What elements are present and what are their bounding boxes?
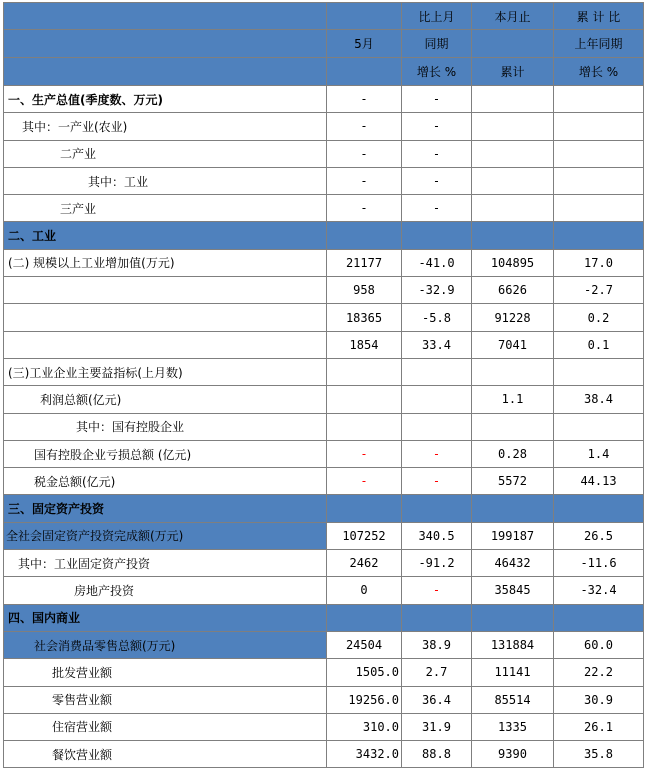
table-row xyxy=(4,113,644,140)
table-row xyxy=(4,713,644,740)
value-cell: 1.1 xyxy=(472,386,554,413)
row-label: 批发营业额 xyxy=(4,659,327,686)
value-cell: - xyxy=(327,113,402,140)
value-cell: - xyxy=(327,167,402,194)
header-cell xyxy=(4,58,327,86)
row-label: 三、固定资产投资 xyxy=(4,495,327,522)
statistics-table xyxy=(3,2,644,768)
table-row xyxy=(4,277,644,304)
table-row xyxy=(4,741,644,768)
header-cell: 累计 xyxy=(472,58,554,86)
row-label: 餐饮营业额 xyxy=(4,741,327,768)
value-cell xyxy=(554,413,644,440)
header-row-1 xyxy=(4,3,644,30)
value-cell: -11.6 xyxy=(554,550,644,577)
row-label: 税金总额(亿元) xyxy=(4,468,327,495)
value-cell xyxy=(402,495,472,522)
value-cell xyxy=(402,604,472,631)
header-row-3 xyxy=(4,58,644,86)
header-cell xyxy=(4,30,327,58)
value-cell: 1854 xyxy=(327,331,402,358)
header-cell xyxy=(472,30,554,58)
table-row xyxy=(4,440,644,467)
table-row xyxy=(4,304,644,331)
value-cell: 199187 xyxy=(472,522,554,549)
row-label: 其中：工业固定资产投资 xyxy=(4,550,327,577)
value-cell: 30.9 xyxy=(554,686,644,713)
table-row xyxy=(4,167,644,194)
row-label: 零售营业额 xyxy=(4,686,327,713)
value-cell: -91.2 xyxy=(402,550,472,577)
value-cell: 0.1 xyxy=(554,331,644,358)
value-cell: - xyxy=(402,195,472,222)
table-row xyxy=(4,468,644,495)
value-cell xyxy=(327,495,402,522)
table-row xyxy=(4,631,644,658)
header-cell: 本月止 xyxy=(472,3,554,30)
value-cell: - xyxy=(402,440,472,467)
value-cell xyxy=(554,167,644,194)
value-cell: 33.4 xyxy=(402,331,472,358)
row-label: 房地产投资 xyxy=(4,577,327,604)
table-row xyxy=(4,249,644,276)
row-label: 全社会固定资产投资完成额(万元) xyxy=(4,522,327,549)
value-cell xyxy=(472,495,554,522)
value-cell: 31.9 xyxy=(402,713,472,740)
row-label xyxy=(4,277,327,304)
value-cell xyxy=(402,222,472,249)
value-cell: 3432.0 xyxy=(327,741,402,768)
value-cell: -41.0 xyxy=(402,249,472,276)
row-label: 二产业 xyxy=(4,140,327,167)
value-cell: 1505.0 xyxy=(327,659,402,686)
value-cell: 1335 xyxy=(472,713,554,740)
value-cell: 0.28 xyxy=(472,440,554,467)
table-row xyxy=(4,331,644,358)
value-cell: -32.9 xyxy=(402,277,472,304)
value-cell: - xyxy=(327,195,402,222)
table-row xyxy=(4,358,644,385)
value-cell xyxy=(327,604,402,631)
value-cell: 131884 xyxy=(472,631,554,658)
value-cell xyxy=(472,413,554,440)
value-cell: - xyxy=(402,113,472,140)
value-cell: 38.9 xyxy=(402,631,472,658)
value-cell xyxy=(327,386,402,413)
table-row xyxy=(4,550,644,577)
value-cell: - xyxy=(402,140,472,167)
value-cell: - xyxy=(327,468,402,495)
row-label: 利润总额(亿元) xyxy=(4,386,327,413)
table-row xyxy=(4,577,644,604)
value-cell: - xyxy=(402,577,472,604)
value-cell xyxy=(554,604,644,631)
row-label: 住宿营业额 xyxy=(4,713,327,740)
value-cell: 6626 xyxy=(472,277,554,304)
value-cell: 340.5 xyxy=(402,522,472,549)
value-cell: 91228 xyxy=(472,304,554,331)
section-row xyxy=(4,222,644,249)
statistics-table-body xyxy=(4,3,644,768)
table-row xyxy=(4,386,644,413)
value-cell xyxy=(554,86,644,113)
table-row xyxy=(4,86,644,113)
value-cell xyxy=(554,113,644,140)
row-label: 二、工业 xyxy=(4,222,327,249)
value-cell: 44.13 xyxy=(554,468,644,495)
table-row xyxy=(4,195,644,222)
value-cell: 2462 xyxy=(327,550,402,577)
value-cell: - xyxy=(402,86,472,113)
value-cell xyxy=(472,113,554,140)
value-cell: 104895 xyxy=(472,249,554,276)
value-cell: - xyxy=(327,140,402,167)
row-label: 国有控股企业亏损总额 (亿元) xyxy=(4,440,327,467)
header-cell xyxy=(327,3,402,30)
value-cell: 19256.0 xyxy=(327,686,402,713)
header-row-2 xyxy=(4,30,644,58)
table-row xyxy=(4,686,644,713)
value-cell: 958 xyxy=(327,277,402,304)
value-cell: 7041 xyxy=(472,331,554,358)
row-label xyxy=(4,304,327,331)
table-row xyxy=(4,140,644,167)
value-cell xyxy=(472,604,554,631)
value-cell xyxy=(327,222,402,249)
table-row xyxy=(4,413,644,440)
value-cell: 35845 xyxy=(472,577,554,604)
value-cell: 310.0 xyxy=(327,713,402,740)
value-cell: - xyxy=(402,468,472,495)
value-cell xyxy=(327,358,402,385)
header-cell: 增长 % xyxy=(402,58,472,86)
row-label: 四、国内商业 xyxy=(4,604,327,631)
value-cell xyxy=(554,140,644,167)
value-cell: 5572 xyxy=(472,468,554,495)
value-cell: 11141 xyxy=(472,659,554,686)
value-cell xyxy=(472,167,554,194)
row-label: 一、生产总值(季度数、万元) xyxy=(4,86,327,113)
value-cell: 26.5 xyxy=(554,522,644,549)
row-label: (三)工业企业主要益指标(上月数) xyxy=(4,358,327,385)
value-cell xyxy=(554,222,644,249)
header-cell xyxy=(327,58,402,86)
value-cell: 9390 xyxy=(472,741,554,768)
value-cell: -2.7 xyxy=(554,277,644,304)
value-cell xyxy=(472,195,554,222)
row-label: 三产业 xyxy=(4,195,327,222)
value-cell: 46432 xyxy=(472,550,554,577)
value-cell: 0 xyxy=(327,577,402,604)
value-cell: 1.4 xyxy=(554,440,644,467)
value-cell: 85514 xyxy=(472,686,554,713)
value-cell xyxy=(402,358,472,385)
section-row xyxy=(4,495,644,522)
value-cell: 26.1 xyxy=(554,713,644,740)
value-cell: 107252 xyxy=(327,522,402,549)
value-cell xyxy=(327,413,402,440)
header-cell: 增长 % xyxy=(554,58,644,86)
row-label: 其中：国有控股企业 xyxy=(4,413,327,440)
value-cell xyxy=(472,86,554,113)
value-cell: 21177 xyxy=(327,249,402,276)
value-cell: 18365 xyxy=(327,304,402,331)
table-row xyxy=(4,522,644,549)
value-cell xyxy=(402,386,472,413)
header-cell: 累 计 比 xyxy=(554,3,644,30)
value-cell: - xyxy=(327,440,402,467)
value-cell: 17.0 xyxy=(554,249,644,276)
value-cell: 35.8 xyxy=(554,741,644,768)
value-cell: -5.8 xyxy=(402,304,472,331)
value-cell xyxy=(554,495,644,522)
value-cell: -32.4 xyxy=(554,577,644,604)
header-cell: 比上月 xyxy=(402,3,472,30)
value-cell xyxy=(402,413,472,440)
row-label: 其中：工业 xyxy=(4,167,327,194)
value-cell: 22.2 xyxy=(554,659,644,686)
row-label: (二) 规模以上工业增加值(万元) xyxy=(4,249,327,276)
header-cell xyxy=(4,3,327,30)
value-cell: 88.8 xyxy=(402,741,472,768)
header-cell: 上年同期 xyxy=(554,30,644,58)
value-cell xyxy=(472,358,554,385)
value-cell: 36.4 xyxy=(402,686,472,713)
value-cell xyxy=(472,140,554,167)
row-label: 社会消费品零售总额(万元) xyxy=(4,631,327,658)
header-cell: 同期 xyxy=(402,30,472,58)
value-cell: - xyxy=(327,86,402,113)
value-cell: 38.4 xyxy=(554,386,644,413)
value-cell xyxy=(554,358,644,385)
section-row xyxy=(4,604,644,631)
value-cell: 0.2 xyxy=(554,304,644,331)
value-cell: 24504 xyxy=(327,631,402,658)
value-cell xyxy=(472,222,554,249)
row-label xyxy=(4,331,327,358)
table-row xyxy=(4,659,644,686)
value-cell xyxy=(554,195,644,222)
value-cell: - xyxy=(402,167,472,194)
header-cell: 5月 xyxy=(327,30,402,58)
value-cell: 60.0 xyxy=(554,631,644,658)
value-cell: 2.7 xyxy=(402,659,472,686)
row-label: 其中：一产业(农业) xyxy=(4,113,327,140)
